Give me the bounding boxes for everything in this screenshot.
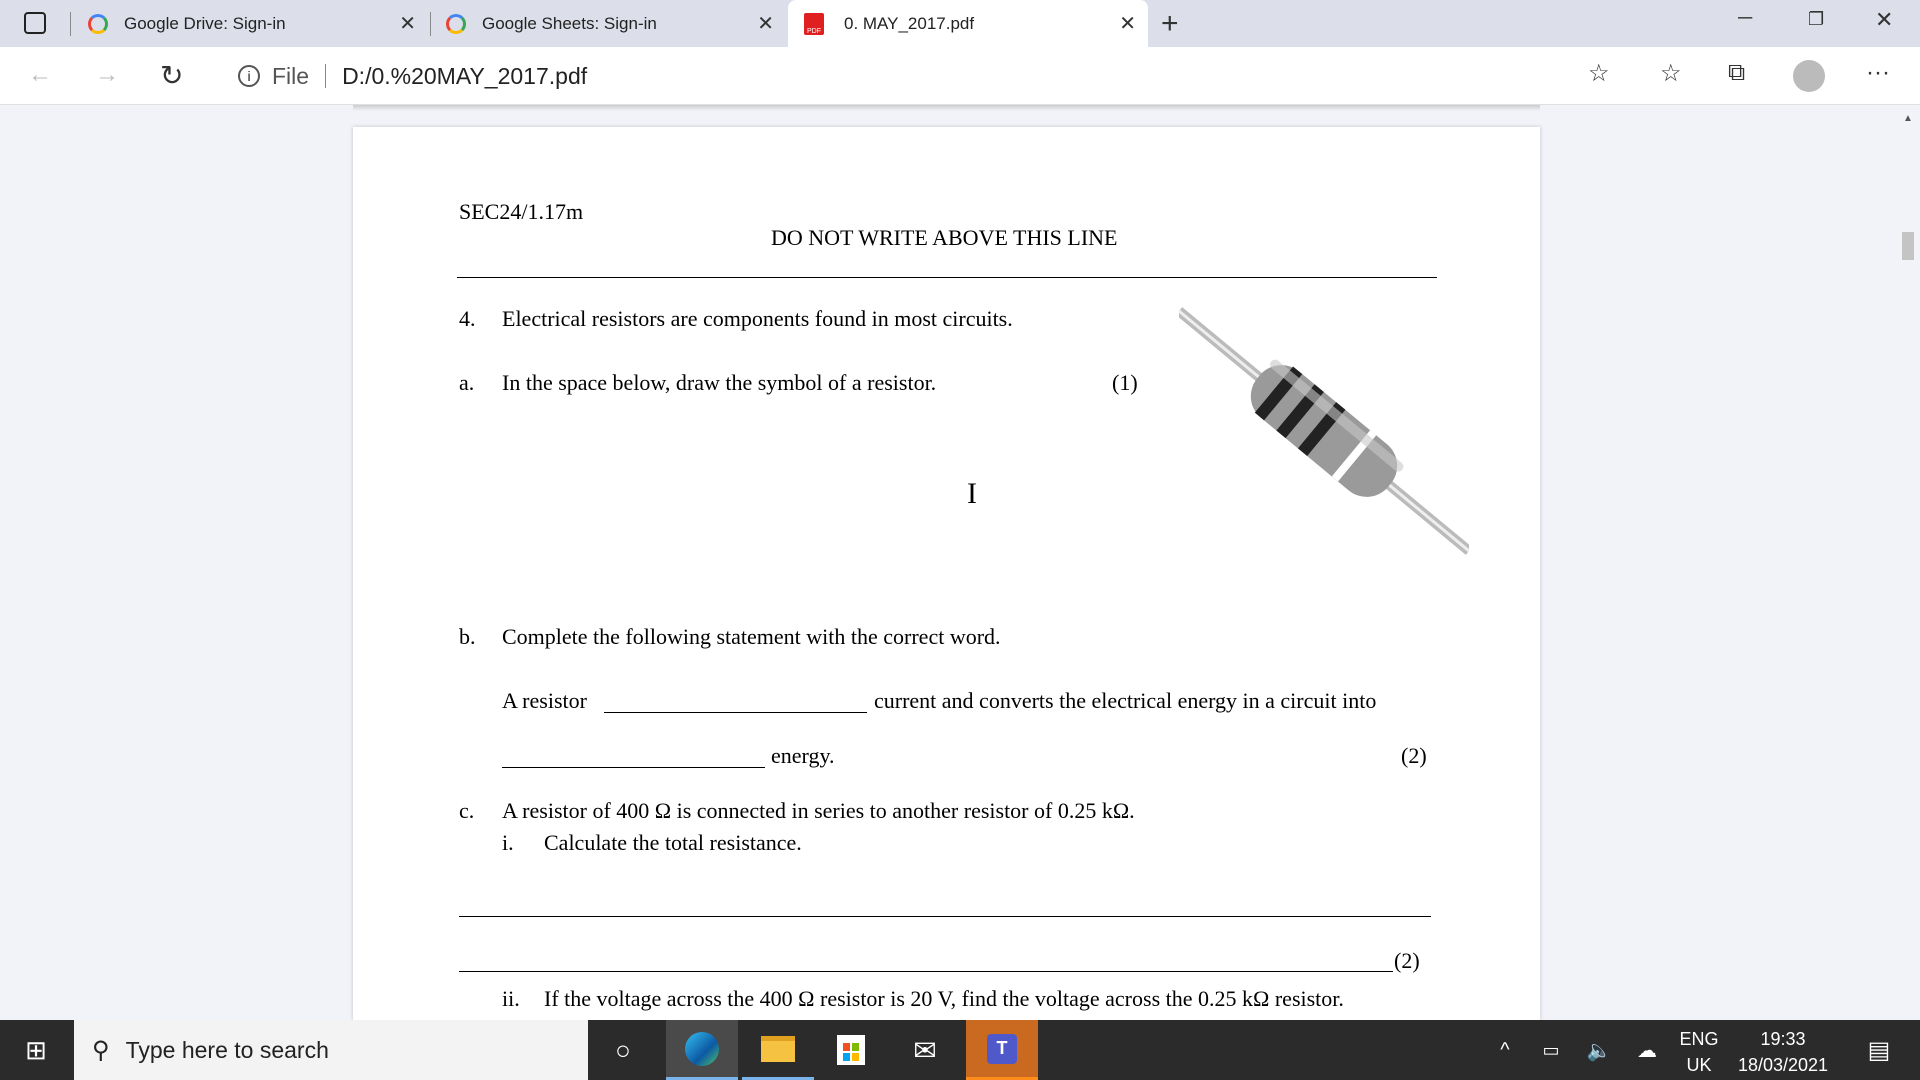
notifications-icon[interactable]: ▤ [1867,1036,1891,1064]
part-label: c. [459,798,475,823]
subpart-label: ii. [502,986,520,1011]
date: 18/03/2021 [1737,1055,1829,1075]
google-icon [88,14,108,34]
text-cursor-icon: I [967,477,977,510]
edge-taskbar-icon[interactable] [666,1020,738,1080]
url-text: D:/0.%20MAY_2017.pdf [342,62,588,89]
search-placeholder: Type here to search [125,1036,329,1063]
question-text: Electrical resistors are components found in most circuits. [502,306,1013,331]
part-label: b. [459,624,476,649]
tab-pdf[interactable] [788,0,1148,47]
answer-blank [604,712,867,713]
close-tab-icon[interactable]: ✕ [1119,13,1136,35]
scroll-thumb[interactable] [1902,232,1914,260]
add-favorite-icon[interactable]: ☆ [1588,60,1610,87]
statement-end: energy. [771,743,835,768]
time: 19:33 [1760,1029,1806,1049]
language-code: ENG [1679,1029,1719,1049]
new-tab-button[interactable]: + [1161,7,1179,40]
windows-start-icon[interactable]: ⊞ [25,1034,47,1065]
tab-google-sheets[interactable] [446,0,786,47]
paper-code: SEC24/1.17m [459,199,584,224]
favorites-icon[interactable]: ☆ [1660,60,1682,87]
pdf-icon: PDF [804,13,824,35]
collections-icon[interactable]: ⧉ [1728,59,1746,86]
volume-icon[interactable]: 🔈 [1586,1039,1612,1062]
answer-line [459,971,1393,972]
info-icon[interactable]: i [238,65,260,87]
taskbar-search-box[interactable] [74,1020,588,1080]
scheme-label: File [272,62,310,89]
address-input[interactable] [230,47,1630,105]
tab-title: 0. MAY_2017.pdf [844,13,975,33]
header-rule [457,277,1437,278]
part-a-text: In the space below, draw the symbol of a resistor. [502,370,937,395]
answer-blank [502,767,765,768]
subpart-label: i. [502,830,514,855]
vertical-scrollbar[interactable] [1896,105,1920,1020]
part-label: a. [459,370,475,395]
statement-start: A resistor [502,688,587,713]
onedrive-cloud-icon[interactable]: ☁ [1637,1039,1657,1062]
battery-icon[interactable]: ▭ [1542,1039,1560,1060]
divider [325,64,326,88]
subpart-ii-text: If the voltage across the 400 Ω resistor is 20 V, find the voltage across the 0.25 kΩ resistor. [544,986,1344,1011]
search-icon: ⚲ [92,1036,110,1064]
tab-title: Google Sheets: Sign-in [482,13,657,33]
question-number: 4. [459,306,476,331]
clock[interactable] [1728,1026,1838,1078]
minimize-button[interactable]: ─ [1738,7,1753,29]
file-explorer-icon[interactable] [742,1020,814,1080]
tab-separator [70,12,71,36]
profile-avatar[interactable] [1793,60,1825,92]
scroll-up-icon[interactable]: ▲ [1903,113,1913,124]
address-bar-row [0,47,1920,105]
answer-line [459,916,1431,917]
marks: (2) [1401,743,1427,768]
close-tab-icon[interactable]: ✕ [399,13,416,35]
header-warning: DO NOT WRITE ABOVE THIS LINE [771,225,1118,250]
cortana-icon[interactable]: ○ [615,1034,631,1065]
mail-icon[interactable]: ✉ [913,1034,937,1066]
subpart-i-text: Calculate the total resistance. [544,830,802,855]
reload-icon[interactable]: ↻ [160,60,184,91]
taskbar [0,1020,1920,1080]
marks: (2) [1394,948,1420,973]
teams-icon[interactable]: T [966,1020,1038,1080]
tab-separator [430,12,431,36]
part-b-text: Complete the following statement with the correct word. [502,624,1001,649]
google-icon [446,14,466,34]
keyboard-layout: UK [1686,1055,1712,1075]
resistor-image [1179,306,1469,556]
statement-middle: current and converts the electrical energy in a circuit into [874,688,1377,713]
store-icon[interactable] [818,1020,884,1080]
part-c-text: A resistor of 400 Ω is connected in series to another resistor of 0.25 kΩ. [502,798,1135,823]
forward-icon[interactable]: → [95,61,119,88]
previous-page-edge [353,105,1540,111]
tab-actions-icon[interactable] [24,12,46,34]
tab-google-drive[interactable] [88,0,428,47]
show-hidden-icons[interactable]: ^ [1500,1038,1510,1061]
close-tab-icon[interactable]: ✕ [757,13,774,35]
pdf-page [353,127,1540,1020]
restore-button[interactable]: ❐ [1808,9,1825,29]
tab-bar [0,0,1920,47]
close-window-button[interactable]: ✕ [1875,7,1894,32]
tab-title: Google Drive: Sign-in [124,13,286,33]
back-icon[interactable]: ← [28,61,52,88]
marks: (1) [1112,370,1138,395]
more-button[interactable]: ··· [1866,59,1890,86]
language-indicator[interactable] [1676,1026,1722,1078]
